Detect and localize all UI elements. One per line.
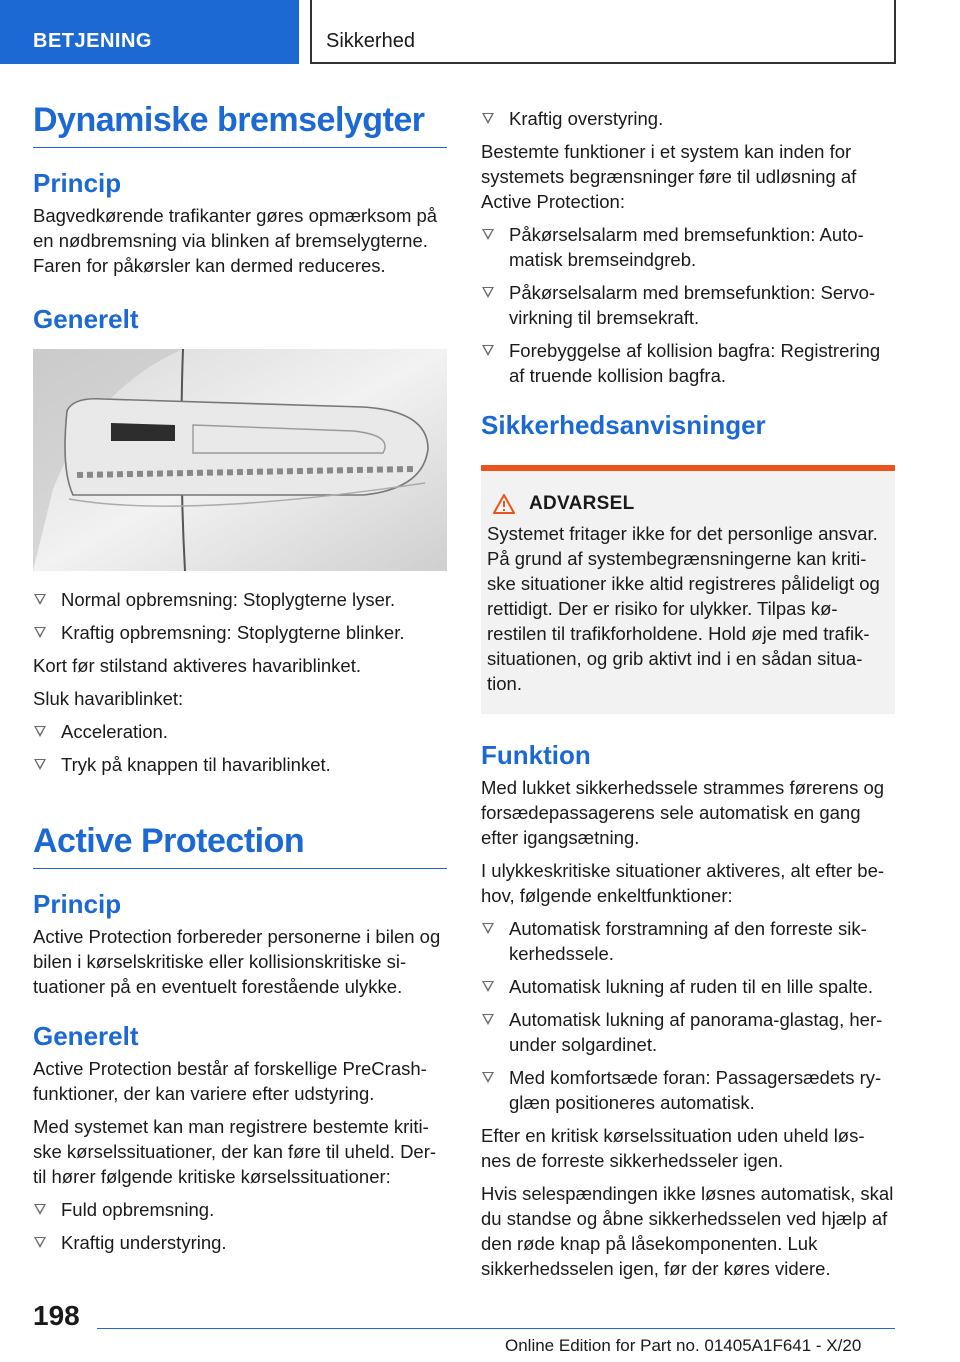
generelt-text-1b: Sluk havariblinket: — [33, 688, 184, 710]
footer-rule — [97, 1328, 895, 1329]
list-item: Automatisk lukning af ruden til en lille spalte. — [481, 974, 895, 999]
heading-princip-1: Princip — [33, 167, 122, 198]
page-title-active-protection: Active Protection — [33, 822, 305, 861]
function-bullets — [481, 222, 895, 388]
princip-text-1: Bagvedkørende trafikanter gøres opmærksom på en nødbremsning via blinken af bremselygterne. Faren for påkørsler kan dermed reduceres. — [33, 204, 438, 276]
generelt-text-1a: Kort før stilstand aktiveres havariblinket. — [33, 655, 361, 677]
warning-header — [487, 493, 888, 515]
list-item: Normal opbremsning: Stoplygterne lyser. — [33, 587, 447, 612]
triangle-bullet-icon — [482, 1014, 494, 1025]
funktion-bullets — [481, 916, 895, 1115]
section-title: Sikkerhed — [310, 0, 896, 64]
triangle-bullet-icon — [482, 981, 494, 992]
heading-safety: Sikkerhedsanvisninger — [481, 410, 766, 440]
triangle-bullet-icon — [482, 113, 494, 124]
page-number: 198 — [33, 1300, 80, 1331]
triangle-bullet-icon — [34, 759, 46, 770]
right-column — [481, 106, 895, 1289]
generelt-text-2a: Active Protection består af forskellige PreCrash- funktioner, der kan variere efter udstyring. — [33, 1058, 427, 1105]
situation-bullets — [33, 1197, 447, 1255]
warning-label: ADVARSEL — [529, 493, 635, 515]
title-rule-1 — [33, 100, 447, 148]
list-item: Automatisk forstramning af den forreste sik- kerhedssele. — [481, 916, 895, 966]
list-item: Fuld opbremsning. — [33, 1197, 447, 1222]
heading-generelt-1: Generelt — [33, 303, 139, 334]
triangle-bullet-icon — [482, 923, 494, 934]
triangle-bullet-icon — [482, 345, 494, 356]
tail-light-image — [33, 349, 447, 571]
heading-funktion: Funktion — [481, 740, 591, 771]
list-item: Tryk på knappen til havariblinket. — [33, 752, 447, 777]
list-item: Forebyggelse af kollision bagfra: Registrering af truende kollision bagfra. — [481, 338, 895, 388]
tail-light-illustration — [33, 349, 447, 571]
footer-edition-note: Online Edition for Part no. 01405A1F641 - X/20 — [505, 1336, 862, 1355]
heading-generelt-2: Generelt — [33, 1021, 139, 1052]
title-rule-2 — [33, 821, 447, 869]
triangle-bullet-icon — [34, 726, 46, 737]
list-item: Automatisk lukning af panorama-glastag, her- under solgardinet. — [481, 1007, 895, 1057]
funktion-text-4: Hvis selespændingen ikke løsnes automatisk, skal du standse og åbne sikkerhedsselen ved hjælp af den røde knap på låsekomponenten. Luk sikkerhedsselen igen, før der køres videre. — [481, 1183, 894, 1280]
list-item: Kraftig overstyring. — [481, 106, 895, 131]
triangle-bullet-icon — [482, 229, 494, 240]
generelt-text-2b: Med systemet kan man registrere bestemte kriti- ske kørselssituationer, der kan føre til uheld. Der- til hører følgende kritiske kørselssituationer: — [33, 1116, 437, 1188]
list-item: Påkørselsalarm med bremsefunktion: Servo- virkning til bremsekraft. — [481, 280, 895, 330]
list-item: Påkørselsalarm med bremsefunktion: Auto- matisk bremseindgreb. — [481, 222, 895, 272]
left-column — [33, 100, 447, 1263]
triangle-bullet-icon — [34, 594, 46, 605]
funktion-text-3: Efter en kritisk kørselssituation uden uheld løs- nes de forreste sikkerhedsseler igen. — [481, 1125, 865, 1172]
brake-bullets — [33, 587, 447, 645]
list-item: Kraftig understyring. — [33, 1230, 447, 1255]
list-item: Acceleration. — [33, 719, 447, 744]
situation-bullets-cont — [481, 106, 895, 131]
triangle-bullet-icon — [34, 1237, 46, 1248]
warning-text: Systemet fritager ikke for det personlige ansvar. På grund af systembegrænsningerne kan kriti- ske situationer ikke altid registreres pålideligt og rettidigt. Der er risiko for ulykker. Tilpas kø- restilen til trafikforholdene. Hold øje med trafik- situationen, og grib aktivt ind i en sådan situa- tion. — [487, 523, 880, 695]
list-item: Med komfortsæde foran: Passagersædets ry- glæn positioneres automatisk. — [481, 1065, 895, 1115]
funktion-text-1: Med lukket sikkerhedssele strammes førerens og forsædepassagerens sele automatisk en gang efter igangsætning. — [481, 777, 885, 849]
triangle-bullet-icon — [482, 1072, 494, 1083]
list-item: Kraftig opbremsning: Stoplygterne blinker. — [33, 620, 447, 645]
warning-triangle-icon — [493, 494, 515, 514]
hazard-bullets — [33, 719, 447, 777]
triangle-bullet-icon — [34, 627, 46, 638]
funktion-text-2: I ulykkeskritiske situationer aktiveres, alt efter be- hov, følgende enkeltfunktioner: — [481, 860, 885, 907]
chapter-tab: BETJENING — [0, 0, 299, 64]
triangle-bullet-icon — [482, 287, 494, 298]
heading-princip-2: Princip — [33, 888, 122, 919]
warning-box — [481, 465, 895, 714]
functions-intro: Bestemte funktioner i et system kan inden for systemets begrænsninger føre til udløsning af Active Protection: — [481, 141, 857, 212]
princip-text-2: Active Protection forbereder personerne i bilen og bilen i kørselskritiske eller kollisionskritiske si- tuationer på en eventuelt forestående ulykke. — [33, 926, 441, 998]
triangle-bullet-icon — [34, 1204, 46, 1215]
page-title-brake-lights: Dynamiske bremselygter — [33, 101, 425, 139]
